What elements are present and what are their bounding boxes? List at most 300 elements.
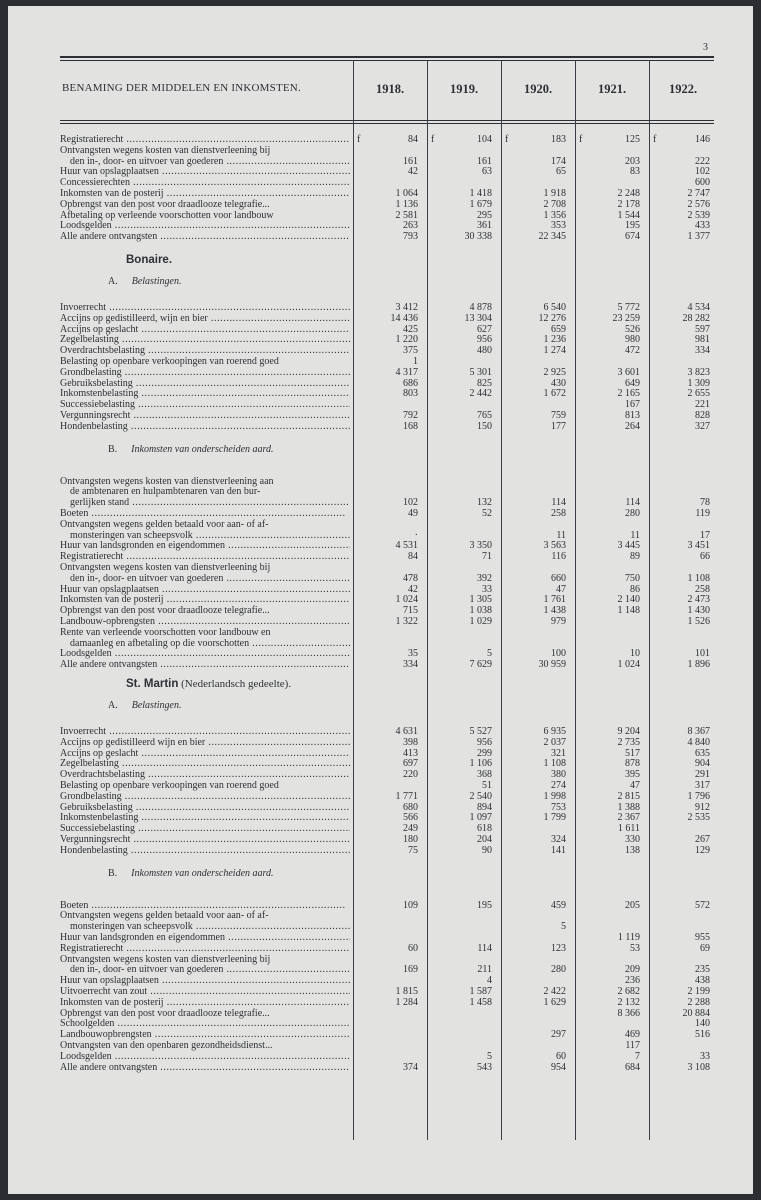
value-cell: 150: [477, 420, 492, 432]
table-row: [60, 388, 710, 399]
value-cell: 22 345: [538, 231, 566, 243]
value-cell: 141: [551, 844, 566, 856]
value-cell: 2 199: [687, 986, 710, 997]
value-cell: 1 097: [469, 812, 492, 824]
value-cell: 353: [551, 220, 566, 232]
value-cell: 220: [403, 769, 418, 781]
row-label: Belasting op openbare verkoopingen van roerend goed: [60, 780, 279, 791]
value-cell: 793: [403, 231, 418, 243]
value-cell: 878: [625, 758, 640, 770]
value-cell: 4 631: [395, 726, 418, 737]
value-cell: 123: [551, 942, 566, 954]
value-cell: 114: [625, 497, 640, 509]
value-cell: 526: [625, 323, 640, 335]
value-cell: 69: [700, 942, 710, 954]
value-cell: 52: [482, 508, 492, 519]
table-row: [60, 410, 710, 421]
row-label: Gebruiksbelasting .....: [60, 802, 350, 813]
table-row: [60, 231, 710, 242]
value-cell: 904: [695, 758, 710, 770]
value-cell: 627: [477, 323, 492, 335]
table-row: [60, 497, 710, 508]
value-cell: 28 282: [682, 312, 710, 324]
table-row: [60, 156, 710, 167]
value-cell: 1 029: [469, 616, 492, 627]
value-cell: 114: [551, 497, 566, 509]
table-row: [60, 551, 710, 562]
value-cell: 63: [482, 166, 492, 178]
value-cell: 792: [403, 410, 418, 421]
value-cell: 100: [551, 648, 566, 660]
value-cell: 84: [408, 134, 418, 145]
value-cell: 5: [487, 1050, 492, 1062]
table-row: [60, 823, 710, 834]
value-cell: 2 539: [687, 209, 710, 221]
value-cell: 2 655: [687, 388, 710, 400]
row-label: Zegelbelasting .....: [60, 334, 350, 345]
value-cell: 478: [403, 572, 418, 584]
subsection-name: Inkomsten van onderscheiden aard.: [131, 867, 274, 879]
value-cell: 1 274: [543, 345, 566, 357]
value-cell: 102: [695, 166, 710, 178]
row-label: Loodsgelden .....: [60, 1051, 350, 1062]
row-label: Accijns op gedistilleerd, wijn en bier .....: [60, 313, 350, 324]
value-cell: 33: [700, 1050, 710, 1062]
value-cell: 1 305: [469, 594, 492, 606]
value-cell: 374: [403, 1061, 418, 1073]
table-row: [60, 530, 710, 541]
value-cell: 979: [551, 616, 566, 627]
value-cell: 3 445: [617, 540, 640, 552]
value-cell: 42: [408, 583, 418, 595]
subsection-title: [108, 276, 181, 287]
value-cell: 89: [630, 551, 640, 563]
value-cell: 1 064: [395, 188, 418, 199]
value-cell: 1 799: [543, 812, 566, 824]
value-cell: 1 771: [395, 790, 418, 802]
value-cell: 140: [695, 1018, 710, 1030]
row-label: Ontvangsten van den openbaren gezondheidsdienst...: [60, 1040, 273, 1051]
value-cell: 86: [630, 583, 640, 595]
value-cell: 12 276: [538, 312, 566, 324]
row-label: Inkomsten van de posterij .....: [60, 594, 350, 605]
row-label: Landbouwopbrengsten .....: [60, 1029, 350, 1040]
table-row: [60, 508, 710, 519]
value-cell: 398: [403, 736, 418, 748]
value-cell: 183: [551, 134, 566, 145]
header-top-rule: [60, 56, 714, 58]
subsection-name: Inkomsten van onderscheiden aard.: [131, 443, 274, 455]
row-label: Registratierecht .....: [60, 943, 350, 954]
table-row: [60, 313, 710, 324]
value-cell: 438: [695, 975, 710, 987]
value-cell: 2 248: [617, 188, 640, 199]
subsection-title: [108, 444, 274, 455]
row-label: Successiebelasting .....: [60, 399, 350, 410]
value-cell: 469: [625, 1029, 640, 1041]
row-label: Vergunningsrecht .....: [60, 834, 350, 845]
table-row: [60, 324, 710, 335]
value-cell: 264: [625, 420, 640, 432]
value-cell: 169: [403, 964, 418, 976]
year-header-1920: 1920.: [523, 82, 553, 96]
value-cell: 180: [403, 834, 418, 845]
value-cell: 60: [556, 1050, 566, 1062]
row-label: Inkomstenbelasting .....: [60, 812, 350, 823]
value-cell: 1 672: [543, 388, 566, 400]
value-cell: 5 527: [469, 726, 492, 737]
row-label: Alle andere ontvangsten .....: [60, 1062, 350, 1073]
value-cell: 413: [403, 747, 418, 759]
row-label: monsteringen van scheepsvolk .....: [70, 530, 350, 541]
table-row: [60, 519, 710, 530]
value-cell: 2 576: [687, 198, 710, 210]
value-cell: 66: [700, 551, 710, 563]
subsection-name: Belastingen.: [131, 700, 182, 711]
value-cell: 1 430: [687, 605, 710, 617]
row-label: Ontvangsten wegens kosten van dienstverleening bij: [60, 953, 271, 965]
table-row: [60, 1029, 710, 1040]
table-row: [60, 399, 710, 410]
value-cell: 1 148: [617, 605, 640, 617]
subsection-letter: A.: [108, 700, 118, 711]
value-cell: 517: [625, 747, 640, 759]
subsection-letter: B.: [108, 443, 118, 455]
table-row: [60, 378, 710, 389]
value-cell: 1 236: [543, 334, 566, 346]
table-row: [60, 921, 710, 932]
value-cell: 2 473: [687, 594, 710, 606]
value-cell: 7 629: [469, 659, 492, 671]
value-cell: ·: [414, 529, 418, 541]
row-label: Boeten .....: [60, 900, 350, 911]
value-cell: 204: [477, 834, 492, 845]
row-label: Accijns op geslacht .....: [60, 748, 350, 759]
value-cell: 2 422: [543, 986, 566, 997]
value-cell: 114: [477, 942, 492, 954]
value-cell: 109: [403, 899, 418, 911]
value-cell: 1 106: [469, 758, 492, 770]
value-cell: 35: [408, 648, 418, 660]
value-cell: 280: [551, 964, 566, 976]
section-name: St. Martin: [126, 678, 179, 690]
value-cell: 1 220: [395, 334, 418, 346]
value-cell: 1 587: [469, 986, 492, 997]
row-label: Huur van landsgronden en eigendommen .....: [60, 540, 350, 551]
row-label: Vergunningsrecht .....: [60, 410, 350, 421]
value-cell: 1 679: [469, 198, 492, 210]
currency-symbol: f: [579, 134, 583, 145]
subsection-letter: A.: [108, 276, 118, 287]
value-cell: 5 772: [617, 302, 640, 313]
value-cell: 2 708: [543, 198, 566, 210]
value-cell: 1 309: [687, 377, 710, 389]
value-cell: 753: [551, 801, 566, 813]
value-cell: 2 442: [469, 388, 492, 400]
value-cell: 2 535: [687, 812, 710, 824]
table-row: [60, 345, 710, 356]
value-cell: 981: [695, 334, 710, 346]
value-cell: 90: [482, 844, 492, 856]
value-cell: 23 259: [612, 312, 640, 324]
value-cell: 299: [477, 747, 492, 759]
table-row: [60, 356, 710, 367]
row-label: Accijns op gedistilleerd wijn en bier .....: [60, 737, 350, 748]
value-cell: 803: [403, 388, 418, 400]
value-cell: 1 796: [687, 790, 710, 802]
table-row: [60, 573, 710, 584]
value-cell: 5: [487, 648, 492, 660]
value-cell: 174: [551, 155, 566, 167]
table-row: [60, 199, 710, 210]
row-label: gerlijken stand .....: [70, 497, 350, 508]
table-row: [60, 638, 710, 649]
table-row: [60, 648, 710, 659]
row-label: Alle andere ontvangsten .....: [60, 659, 350, 670]
table-row: [60, 780, 710, 791]
value-cell: 635: [695, 747, 710, 759]
value-cell: 750: [625, 572, 640, 584]
table-row: [60, 791, 710, 802]
row-label: Alle andere ontvangsten .....: [60, 231, 350, 242]
value-cell: 674: [625, 231, 640, 243]
value-cell: 116: [551, 551, 566, 563]
page-number: 3: [703, 42, 708, 53]
value-cell: 956: [477, 736, 492, 748]
value-cell: 3 451: [687, 540, 710, 552]
value-cell: 317: [695, 780, 710, 791]
row-label: Huur van opslagplaatsen .....: [60, 975, 350, 986]
value-cell: 209: [625, 964, 640, 976]
row-label: Belasting op openbare verkoopingen van roerend goed: [60, 356, 279, 367]
value-cell: 4 317: [395, 366, 418, 378]
section-name: Bonaire.: [126, 254, 173, 266]
value-cell: 11: [556, 529, 566, 541]
value-cell: 321: [551, 747, 566, 759]
value-cell: 132: [477, 497, 492, 509]
row-label: Afbetaling op verleende voorschotten voor landbouw: [60, 209, 274, 221]
value-cell: 47: [556, 583, 566, 595]
header-top-rule-thin: [60, 60, 714, 61]
row-label: Huur van opslagplaatsen .....: [60, 584, 350, 595]
value-cell: 161: [477, 155, 492, 167]
row-label: Opbrengst van den post voor draadlooze telegrafie...: [60, 605, 270, 617]
subsection-title: [108, 868, 274, 879]
row-label: den in-, door- en uitvoer van goederen .....: [70, 156, 350, 167]
value-cell: 222: [695, 155, 710, 167]
value-cell: 1 611: [617, 823, 640, 835]
value-cell: 195: [477, 899, 492, 911]
value-cell: 167: [625, 399, 640, 411]
value-cell: 425: [403, 323, 418, 335]
value-cell: 177: [551, 420, 566, 432]
value-cell: 2 132: [617, 996, 640, 1008]
table-row: [60, 627, 710, 638]
value-cell: 2 735: [617, 736, 640, 748]
row-label: den in-, door- en uitvoer van goederen .....: [70, 573, 350, 584]
value-cell: 78: [700, 497, 710, 509]
document-page: [8, 6, 753, 1194]
value-cell: 2 165: [617, 388, 640, 400]
value-cell: 1: [413, 356, 418, 367]
table-row: [60, 605, 710, 616]
row-label: Zegelbelasting .....: [60, 758, 350, 769]
year-header-1922: 1922.: [668, 82, 698, 96]
table-row: [60, 900, 710, 911]
value-cell: 1 038: [469, 605, 492, 617]
table-row: [60, 726, 710, 737]
value-cell: 334: [695, 345, 710, 357]
value-cell: 3 563: [543, 540, 566, 552]
value-cell: 30 959: [538, 659, 566, 671]
row-label: Schoolgelden .....: [60, 1018, 350, 1029]
table-row: [60, 334, 710, 345]
value-cell: 1 629: [543, 996, 566, 1008]
subsection-title: [108, 700, 181, 711]
table-row: [60, 845, 710, 856]
value-cell: 954: [551, 1061, 566, 1073]
row-label: Hondenbelasting .....: [60, 845, 350, 856]
table-row: [60, 421, 710, 432]
subsection-letter: B.: [108, 867, 118, 879]
value-cell: 30 338: [464, 231, 492, 243]
value-cell: 480: [477, 345, 492, 357]
row-label: Huur van opslagplaatsen .....: [60, 166, 350, 177]
row-label: Hondenbelasting .....: [60, 421, 350, 432]
table-row: [60, 1051, 710, 1062]
value-cell: 17: [700, 529, 710, 541]
value-cell: 102: [403, 497, 418, 509]
value-cell: 42: [408, 166, 418, 178]
value-cell: 2 815: [617, 790, 640, 802]
value-cell: 1 896: [687, 659, 710, 671]
value-cell: 75: [408, 844, 418, 856]
value-cell: 472: [625, 345, 640, 357]
value-cell: 83: [630, 166, 640, 178]
table-row: [60, 476, 710, 487]
value-cell: 4 840: [687, 736, 710, 748]
row-label: Registratierecht .....: [60, 134, 350, 145]
value-cell: 380: [551, 769, 566, 781]
value-cell: 1 377: [687, 231, 710, 243]
row-label: Ontvangsten wegens kosten van dienstverleening aan: [60, 475, 274, 487]
row-label: Landbouw-opbrengsten .....: [60, 616, 350, 627]
value-cell: 168: [403, 420, 418, 432]
value-cell: 361: [477, 220, 492, 232]
value-cell: 715: [403, 605, 418, 617]
table-row: [60, 220, 710, 231]
table-row: [60, 802, 710, 813]
value-cell: 8 366: [617, 1007, 640, 1019]
header-bottom-rule-2: [60, 123, 714, 124]
subsection-name: Belastingen.: [131, 276, 182, 287]
table-row: [60, 659, 710, 670]
value-cell: 235: [695, 964, 710, 976]
row-label: Ontvangsten wegens gelden betaald voor aan- of af-: [60, 518, 269, 530]
value-cell: 2 037: [543, 736, 566, 748]
row-label: Grondbelasting .....: [60, 791, 350, 802]
value-cell: 680: [403, 801, 418, 813]
row-label: Invoerrecht .....: [60, 302, 350, 313]
value-cell: 1 761: [543, 594, 566, 606]
value-cell: 33: [482, 583, 492, 595]
value-cell: 566: [403, 812, 418, 824]
table-row: [60, 834, 710, 845]
value-cell: 375: [403, 345, 418, 357]
row-label: Inkomstenbelasting .....: [60, 388, 350, 399]
value-cell: 2 178: [617, 198, 640, 210]
row-label: Uitvoerrecht van zout .....: [60, 986, 350, 997]
table-row: [60, 964, 710, 975]
value-cell: 828: [695, 410, 710, 421]
row-label: damaanleg en afbetaling op die voorschotten .....: [70, 638, 350, 649]
value-cell: 125: [625, 134, 640, 145]
value-cell: 1 108: [687, 572, 710, 584]
row-label: Ontvangsten wegens kosten van dienstverleening bij: [60, 144, 271, 156]
value-cell: 2 288: [687, 996, 710, 1008]
table-row: [60, 954, 710, 965]
row-label: Overdrachtsbelasting .....: [60, 769, 350, 780]
value-cell: 10: [630, 648, 640, 660]
value-cell: 211: [477, 964, 492, 976]
value-cell: 1 388: [617, 801, 640, 813]
value-cell: 2 540: [469, 790, 492, 802]
value-cell: 392: [477, 572, 492, 584]
value-cell: 53: [630, 942, 640, 954]
value-cell: 1 526: [687, 616, 710, 627]
value-cell: 1 356: [543, 209, 566, 221]
table-row: [60, 188, 710, 199]
value-cell: 221: [695, 399, 710, 411]
value-cell: 129: [695, 844, 710, 856]
value-cell: 543: [477, 1061, 492, 1073]
table-row: [60, 737, 710, 748]
value-cell: 4 534: [687, 302, 710, 313]
value-cell: 4 531: [395, 540, 418, 552]
row-label: Successiebelasting .....: [60, 823, 350, 834]
value-cell: 659: [551, 323, 566, 335]
value-cell: 6 540: [543, 302, 566, 313]
table-row: [60, 145, 710, 156]
value-cell: 324: [551, 834, 566, 845]
value-cell: 3 823: [687, 366, 710, 378]
value-cell: 146: [695, 134, 710, 145]
row-label: Rente van verleende voorschotten voor landbouw en: [60, 626, 271, 638]
table-row: [60, 562, 710, 573]
value-cell: 1 322: [395, 616, 418, 627]
year-header-1918: 1918.: [375, 82, 405, 96]
value-cell: 765: [477, 410, 492, 421]
value-cell: 649: [625, 377, 640, 389]
table-row: [60, 1040, 710, 1051]
table-row: [60, 910, 710, 921]
value-cell: 516: [695, 1029, 710, 1041]
currency-symbol: f: [653, 134, 657, 145]
header-bottom-rule: [60, 120, 714, 121]
value-cell: 2 747: [687, 188, 710, 199]
value-cell: 104: [477, 134, 492, 145]
value-cell: 297: [551, 1029, 566, 1041]
table-row: [60, 486, 710, 497]
value-cell: 65: [556, 166, 566, 178]
value-cell: 1 458: [469, 996, 492, 1008]
row-label: Ontvangsten wegens gelden betaald voor aan- of af-: [60, 910, 269, 922]
table-row: [60, 975, 710, 986]
value-cell: 1 438: [543, 605, 566, 617]
row-label: Gebruiksbelasting .....: [60, 378, 350, 389]
value-cell: 6 935: [543, 726, 566, 737]
value-cell: 980: [625, 334, 640, 346]
